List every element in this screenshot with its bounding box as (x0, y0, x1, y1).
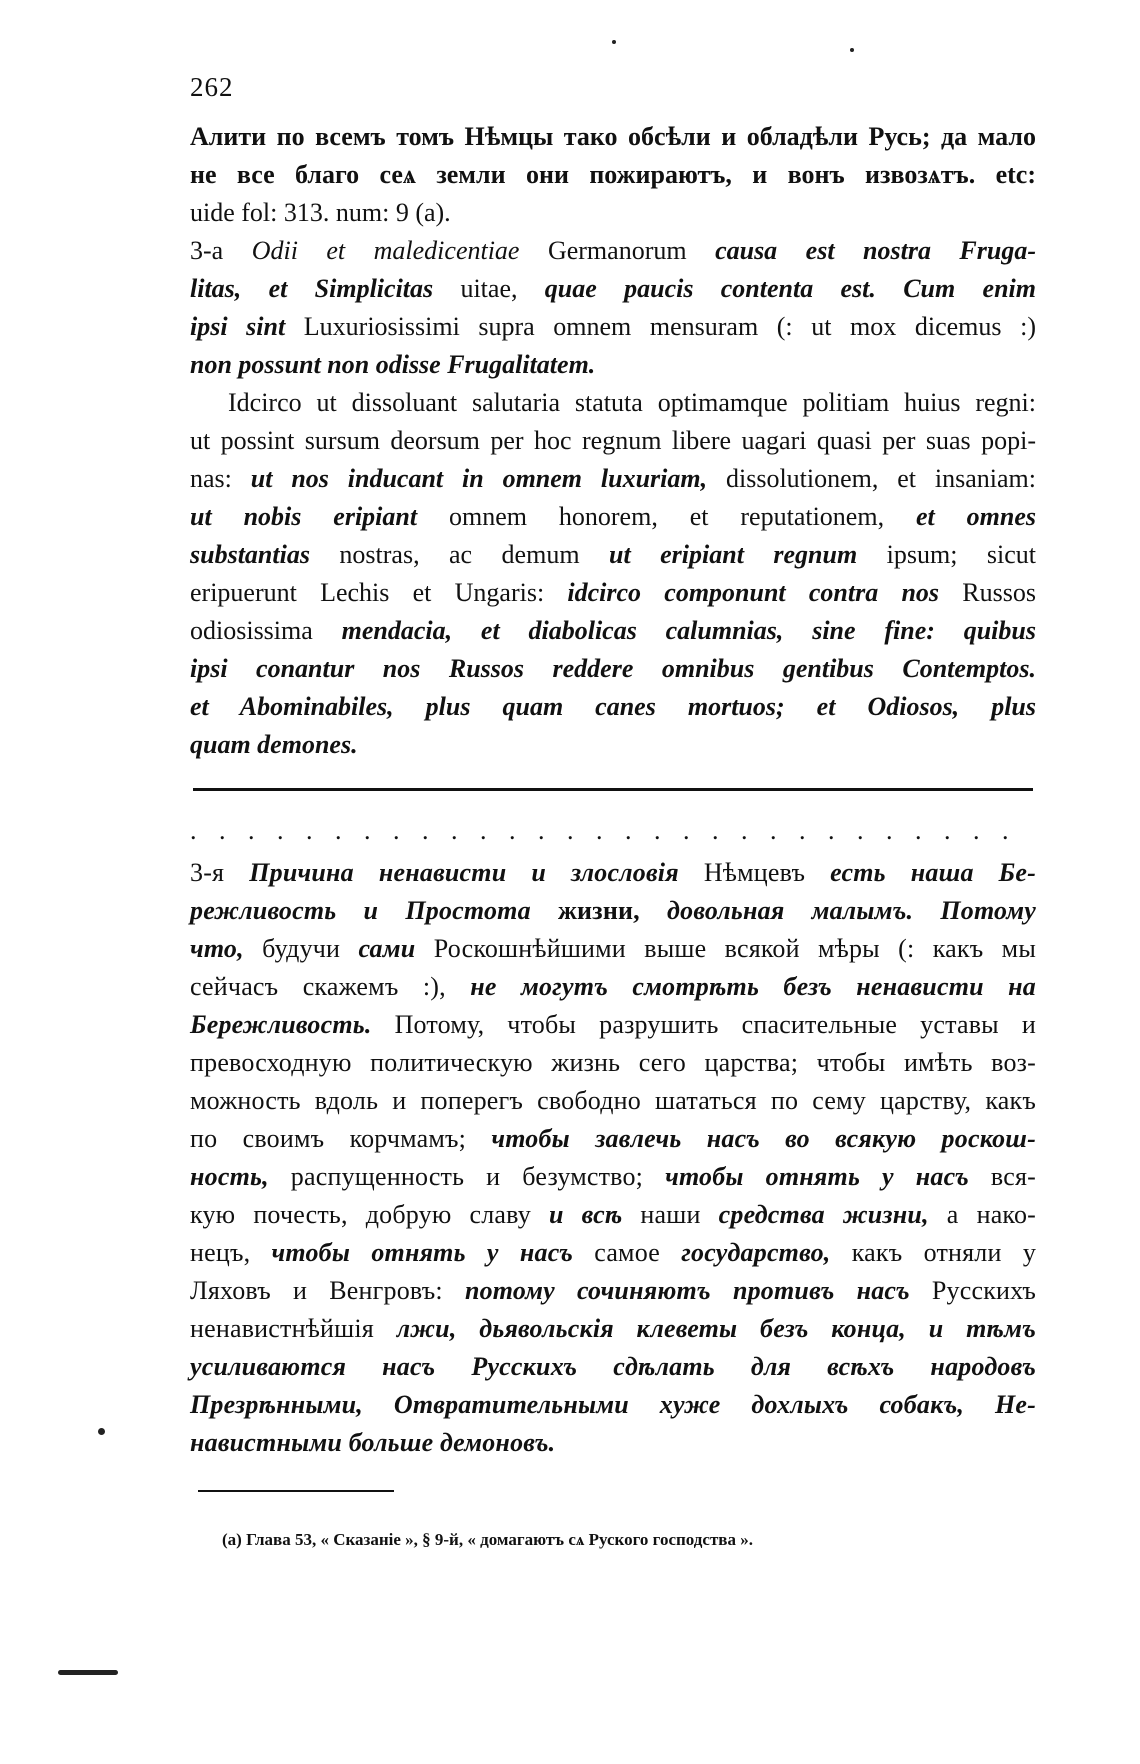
text-run: Потому, чтобы разрушить спасительные уставы и (371, 1010, 1036, 1039)
text-run: Бережливость. (190, 1010, 372, 1039)
text-line (190, 308, 1036, 346)
text-run: чтобы завлечь насъ во всякую роскош- (491, 1124, 1037, 1153)
text-run: ненавистнѣйшія (190, 1314, 397, 1343)
text-run: есть наша Бе- (830, 858, 1036, 887)
text-line (190, 726, 1036, 764)
text-line (190, 854, 1036, 892)
text-line (190, 346, 1036, 384)
text-run: жизни, (530, 896, 668, 925)
text-run: самое (573, 1238, 682, 1267)
text-line (190, 650, 1036, 688)
text-run: idcirco componunt contra nos (567, 578, 940, 607)
scan-speck (850, 48, 854, 52)
text-line (190, 270, 1036, 308)
text-line (190, 1310, 1036, 1348)
text-run: Russos (939, 578, 1036, 607)
text-run: распущенность и безумство; (268, 1162, 666, 1191)
text-run: потому сочиняютъ противъ насъ (464, 1276, 910, 1305)
scan-speck (98, 1428, 105, 1435)
text-run: et omnes (915, 502, 1036, 531)
text-line (190, 1006, 1036, 1044)
text-run: uitae, (433, 274, 545, 303)
text-line (190, 1196, 1036, 1234)
text-line (190, 194, 1036, 232)
text-run: ipsi conantur nos Russos reddere omnibus gentibus Contemptos. (190, 654, 1036, 683)
text-run: не все благо сеѧ земли они пожираютъ, и вонъ извозѧтъ. etc: (190, 160, 1036, 189)
text-run: нецъ, (190, 1238, 272, 1267)
footnote-rule (198, 1490, 394, 1492)
text-run: quam demones. (190, 730, 358, 759)
text-run: Luxuriosissimi supra omnem mensuram (: ut mox dicemus :) (285, 312, 1036, 341)
text-run: Русскихъ (909, 1276, 1037, 1305)
text-line (190, 1348, 1036, 1386)
text-line (190, 1158, 1036, 1196)
text-run: nas: (190, 464, 251, 493)
text-run: ность, (190, 1162, 269, 1191)
text-run: eripuerunt Lechis et Ungaris: (190, 578, 568, 607)
text-line (190, 536, 1036, 574)
text-line (190, 892, 1036, 930)
text-line (190, 930, 1036, 968)
text-run: что, (190, 934, 244, 963)
ellipsis-separator (190, 816, 1036, 846)
text-line (190, 460, 1036, 498)
text-run: ut nobis eripiant (190, 502, 418, 531)
text-line (190, 612, 1036, 650)
text-run: и всѣ (548, 1200, 623, 1229)
text-run: кую почесть, добрую славу (190, 1200, 549, 1229)
text-run: litas, et Simplicitas (190, 274, 434, 303)
text-run: ut nos inducant in omnem luxuriam, (250, 464, 708, 493)
text-run: Алити по всемъ томъ Нѣмцы тако обсѣли и обладѣли Русь; да мало (190, 122, 1036, 151)
text-run: dissolutionem, et insaniam: (707, 464, 1036, 493)
text-run: средства жизни, (718, 1200, 929, 1229)
text-line (190, 1044, 1036, 1082)
text-run: чтобы отнять у насъ (665, 1162, 969, 1191)
text-line (190, 118, 1036, 156)
text-run: quae paucis contenta est. Cum enim (544, 274, 1036, 303)
text-run: не могутъ смотрѣть безъ ненависти на (470, 972, 1037, 1001)
text-run: ipsum; sicut (857, 540, 1036, 569)
text-line (190, 1272, 1036, 1310)
text-run: можность вдоль и поперегъ свободно шататься по сему царству, какъ (190, 1086, 1036, 1115)
text-run: 3-a (190, 236, 252, 265)
text-run: causa est nostra Fruga- (715, 236, 1037, 265)
text-run: Причина ненависти и злословія (249, 858, 679, 887)
scan-speck (612, 40, 616, 44)
text-line (190, 688, 1036, 726)
text-run: mendacia, et diabolicas calumnias, sine fine: quibus (341, 616, 1036, 645)
text-run: Роскошнѣйшими выше всякой мѣры (: какъ мы (415, 934, 1036, 963)
text-run: omnem honorem, et reputationem, (417, 502, 916, 531)
text-line (190, 1120, 1036, 1158)
text-run: превосходную политическую жизнь сего царства; чтобы имѣть воз- (190, 1048, 1036, 1077)
russian-text-block (190, 854, 1036, 1462)
text-run: ut possint sursum deorsum per hoc regnum libere uagari quasi per suas popi- (190, 426, 1036, 455)
text-run: ut eripiant regnum (609, 540, 858, 569)
text-run: какъ отняли у (830, 1238, 1037, 1267)
text-run: uide fol: 313. num: 9 (a). (190, 198, 451, 227)
text-run: довольная малымъ. Потому (667, 896, 1036, 925)
text-run: Презрѣнными, Отвратительными хуже дохлыхъ собакъ, Не- (190, 1390, 1036, 1419)
text-run: non possunt non odisse Frugalitatem. (190, 350, 596, 379)
text-run: et Abominabiles, plus quam canes mortuos; et Odiosos, plus (190, 692, 1036, 721)
dot-run: . . . . . . . . . . . . . . . . . . . . . . . . . . . . . (190, 816, 1017, 845)
text-run: будучи (243, 934, 359, 963)
page-number: 262 (190, 72, 234, 102)
text-run: Нѣмцевъ (678, 858, 831, 887)
text-run: сами (358, 934, 416, 963)
text-line (190, 1234, 1036, 1272)
text-run: odiosissima (190, 616, 342, 645)
text-run: substantias (190, 540, 310, 569)
text-run: 3-я (190, 858, 250, 887)
text-run: Idcirco ut dissoluant salutaria statuta optimamque politiam huius regni: (228, 388, 1036, 417)
text-run: по своимъ корчмамъ; (190, 1124, 492, 1153)
text-run: Odii et maledicentiae (251, 236, 520, 265)
text-run: сейчасъ скажемъ :), (190, 972, 471, 1001)
text-line (190, 1082, 1036, 1120)
text-run: режливость и Простота (190, 896, 531, 925)
latin-text-block (190, 118, 1036, 764)
text-line (190, 1424, 1036, 1462)
text-run: nostras, ac demum (309, 540, 609, 569)
text-run: вся- (968, 1162, 1037, 1191)
text-run: усиливаются насъ Русскихъ сдѣлать для всѣхъ народовъ (190, 1352, 1036, 1381)
text-line (190, 422, 1036, 460)
text-run: наши (622, 1200, 719, 1229)
text-run: государство, (681, 1238, 831, 1267)
text-run: навистными больше демоновъ. (190, 1428, 556, 1457)
text-run: лжи, дьявольскія клеветы безъ конца, и тѣмъ (396, 1314, 1036, 1343)
scan-smudge (58, 1670, 118, 1675)
section-divider-rule (193, 788, 1033, 791)
text-line (190, 1386, 1036, 1424)
footnote: (а) Глава 53, « Сказаніе », § 9-й, « домагаютъ сѧ Руского господства ». (222, 1530, 753, 1549)
text-line (190, 968, 1036, 1006)
text-line (190, 498, 1036, 536)
text-run: Ляховъ и Венгровъ: (190, 1276, 465, 1305)
text-run: чтобы отнять у насъ (271, 1238, 574, 1267)
text-run: ipsi sint (190, 312, 286, 341)
text-line (190, 156, 1036, 194)
text-line (190, 574, 1036, 612)
text-line (190, 384, 1036, 422)
text-line (190, 232, 1036, 270)
text-run: Germanorum (519, 236, 716, 265)
text-run: а нако- (928, 1200, 1036, 1229)
